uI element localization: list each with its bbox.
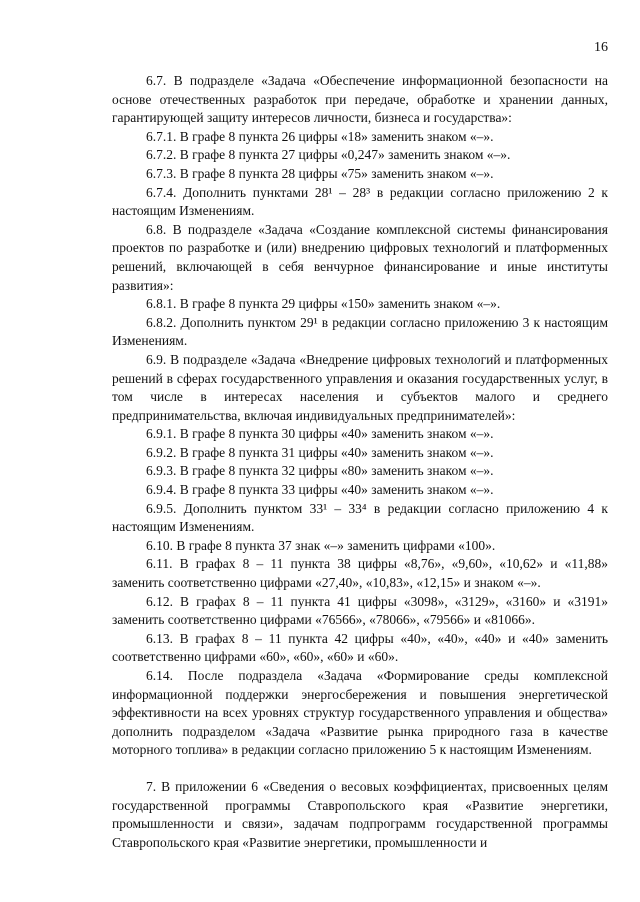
paragraph-7: 7. В приложении 6 «Сведения о весовых коэффициентах, присвоенных целям государственной программы Ставропольского края «Развитие энергетики, промышленности и связи», задачам подпрограмм государственной программы Ставропольского края «Развитие энергетики, промышленности и bbox=[112, 778, 608, 850]
paragraph-6-7-1: 6.7.1. В графе 8 пункта 26 цифры «18» заменить знаком «–». bbox=[146, 128, 494, 144]
paragraph-spacer bbox=[112, 760, 608, 778]
paragraph-6-11: 6.11. В графах 8 – 11 пункта 38 цифры «8,76», «9,60», «10,62» и «11,88» заменить соответственно цифрами «27,40», «10,83», «12,15» и знаком «–». bbox=[112, 556, 608, 591]
paragraph-6-8: 6.8. В подразделе «Задача «Создание комплексной системы финансирования проектов по разработке и (или) внедрению цифровых технологий и платформенных решений, включающей в себя венчурное финансирование и иные институты развития»: bbox=[112, 221, 608, 293]
document-body bbox=[112, 72, 608, 852]
paragraph-6-9: 6.9. В подразделе «Задача «Внедрение цифровых технологий и платформенных решений в сферах государственного управления и оказания государственных услуг, в том числе в интересах населения и субъектов малого и среднего предпринимательства, включая индивидуальных предпринимателей»: bbox=[112, 351, 608, 423]
paragraph-6-10: 6.10. В графе 8 пункта 37 знак «–» заменить цифрами «100». bbox=[146, 537, 496, 553]
paragraph-6-9-5: 6.9.5. Дополнить пунктом 33¹ – 33⁴ в редакции согласно приложению 4 к настоящим Изменениям. bbox=[112, 500, 608, 535]
paragraph-6-9-3: 6.9.3. В графе 8 пункта 32 цифры «80» заменить знаком «–». bbox=[146, 463, 494, 479]
paragraph-6-9-2: 6.9.2. В графе 8 пункта 31 цифры «40» заменить знаком «–». bbox=[146, 444, 494, 460]
paragraph-6-8-1: 6.8.1. В графе 8 пункта 29 цифры «150» заменить знаком «–». bbox=[146, 296, 501, 312]
paragraph-6-13: 6.13. В графах 8 – 11 пункта 42 цифры «40», «40», «40» и «40» заменить соответственно цифрами «60», «60», «60» и «60». bbox=[112, 630, 608, 665]
paragraph-6-7: 6.7. В подразделе «Задача «Обеспечение информационной безопасности на основе отечественных разработок при передаче, обработке и хранении данных, гарантирующей защиту интересов личности, бизнеса и государства»: bbox=[112, 73, 608, 126]
paragraph-6-7-3: 6.7.3. В графе 8 пункта 28 цифры «75» заменить знаком «–». bbox=[146, 165, 494, 181]
paragraph-6-9-4: 6.9.4. В графе 8 пункта 33 цифры «40» заменить знаком «–». bbox=[146, 482, 494, 498]
paragraph-6-7-4: 6.7.4. Дополнить пунктами 28¹ – 28³ в редакции согласно приложению 2 к настоящим Изменениям. bbox=[112, 184, 608, 219]
paragraph-6-14: 6.14. После подраздела «Задача «Формирование среды комплексной информационной поддержки энергосбережения и повышения энергетической эффективности на всех уровнях структур государственного управления и общества» дополнить подразделом «Задача «Развитие рынка природного газа в качестве моторного топлива» в редакции согласно приложению 5 к настоящим Изменениям. bbox=[112, 668, 608, 758]
paragraph-6-8-2: 6.8.2. Дополнить пунктом 29¹ в редакции согласно приложению 3 к настоящим Изменениям. bbox=[112, 314, 608, 349]
paragraph-6-7-2: 6.7.2. В графе 8 пункта 27 цифры «0,247» заменить знаком «–». bbox=[146, 147, 511, 163]
page-number: 16 bbox=[594, 40, 608, 55]
paragraph-6-12: 6.12. В графах 8 – 11 пункта 41 цифры «3098», «3129», «3160» и «3191» заменить соответственно цифрами «76566», «78066», «79566» и «81066». bbox=[112, 593, 608, 628]
paragraph-6-9-1: 6.9.1. В графе 8 пункта 30 цифры «40» заменить знаком «–». bbox=[146, 426, 494, 442]
